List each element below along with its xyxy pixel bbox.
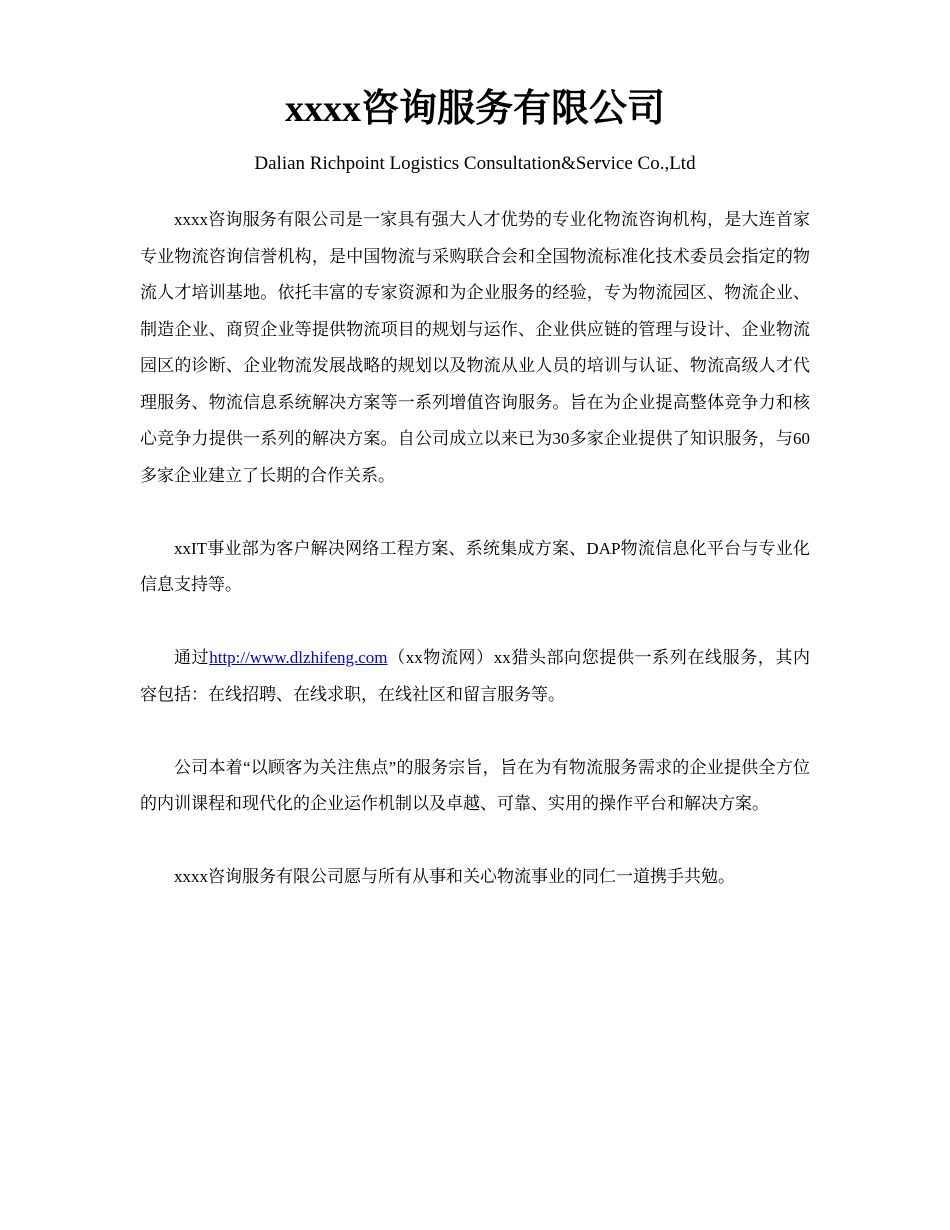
website-link[interactable]: http://www.dlzhifeng.com xyxy=(209,648,388,667)
paragraph-online-services xyxy=(140,640,810,713)
document-title: xxxx咨询服务有限公司 xyxy=(284,88,665,130)
paragraph-text-before-link: 通过 xyxy=(174,648,210,667)
document-subtitle: Dalian Richpoint Logistics Consultation&Service Co.,Ltd xyxy=(254,153,696,174)
document-page xyxy=(140,0,810,896)
paragraph-company-intro: xxxx咨询服务有限公司是一家具有强大人才优势的专业化物流咨询机构，是大连首家专业物流咨询信誉机构，是中国物流与采购联合会和全国物流标准化技术委员会指定的物流人才培训基地。依托丰富的专家资源和为企业服务的经验，专为物流园区、物流企业、制造企业、商贸企业等提供物流项目的规划与运作、企业供应链的管理与设计、企业物流园区的诊断、企业物流发展战略的规划以及物流从业人员的培训与认证、物流高级人才代理服务、物流信息系统解决方案等一系列增值咨询服务。旨在为企业提高整体竞争力和核心竞争力提供一系列的解决方案。自公司成立以来已为30多家企业提供了知识服务，与60多家企业建立了长期的合作关系。 xyxy=(140,210,810,485)
paragraph-closing: xxxx咨询服务有限公司愿与所有从事和关心物流事业的同仁一道携手共勉。 xyxy=(174,867,735,886)
paragraph-text-after-link: （xx物流网）xx猎头部向您提供一系列在线服务，其内容包括：在线招聘、在线求职，在线社区和留言服务等。 xyxy=(140,648,811,704)
paragraph-service-purpose: 公司本着“以顾客为关注焦点”的服务宗旨，旨在为有物流服务需求的企业提供全方位的内训课程和现代化的企业运作机制以及卓越、可靠、实用的操作平台和解决方案。 xyxy=(140,757,810,813)
paragraph-it-department: xxIT事业部为客户解决网络工程方案、系统集成方案、DAP物流信息化平台与专业化信息支持等。 xyxy=(140,538,810,594)
